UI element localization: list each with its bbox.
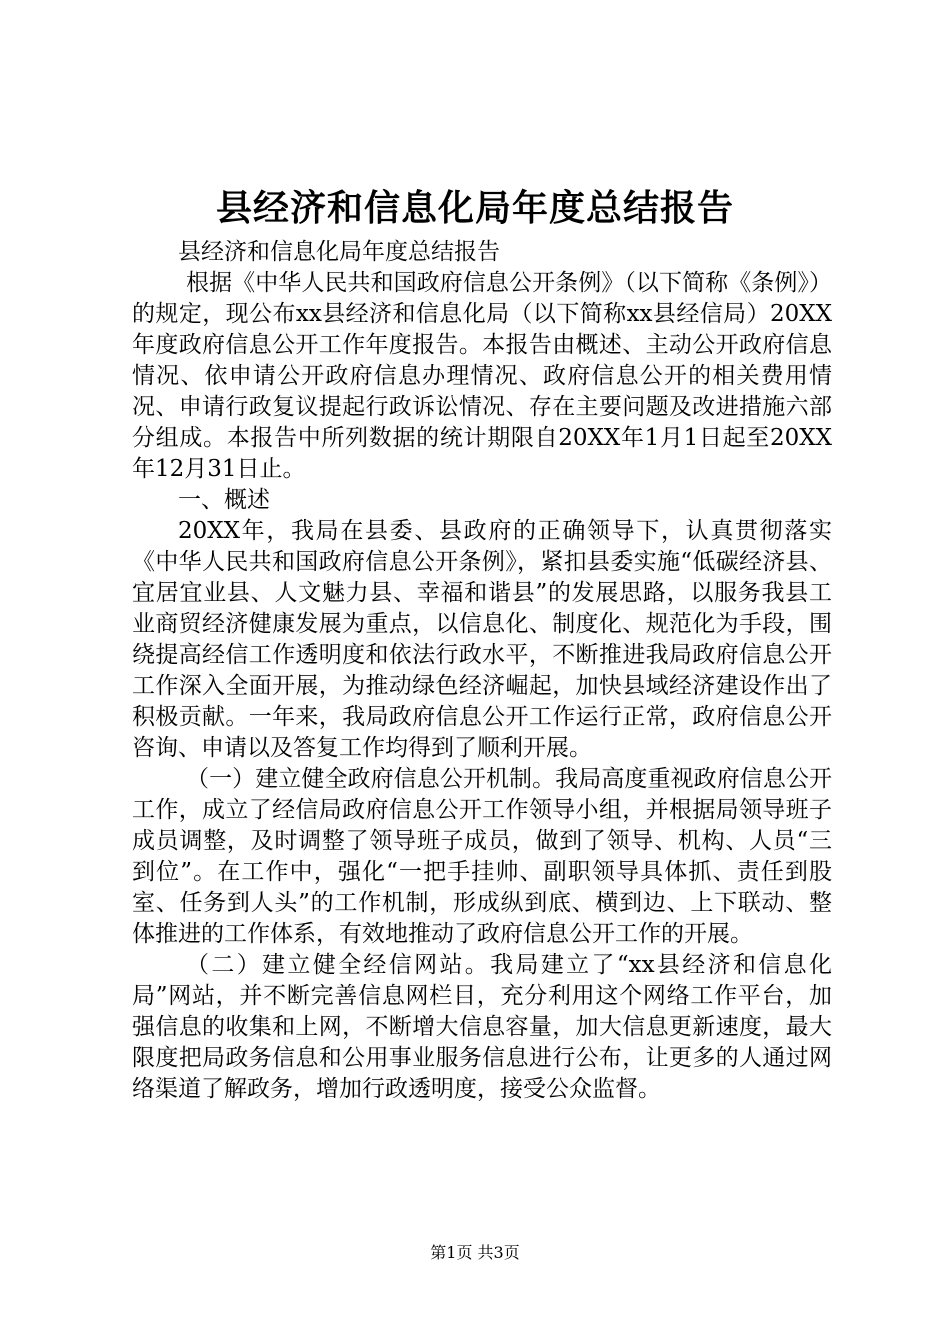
subtitle-paragraph: 县经济和信息化局年度总结报告 xyxy=(178,239,500,265)
mechanism-paragraph: （一）建立健全政府信息公开机制。我局高度重视政府信息公开工作，成立了经信局政府信息公开工作领导小组，并根据局领导班子成员调整，及时调整了领导班子成员，做到了领导、机构、人员“三到位”。在工作中，强化“一把手挂帅、副职领导具体抓、责任到股室、任务到人头”的工作机制，形成纵到底、横到边、上下联动、整体推进的工作体系，有效地推动了政府信息公开工作的开展。 xyxy=(132,766,832,947)
document-title: 县经济和信息化局年度总结报告 xyxy=(215,187,734,229)
website-paragraph: （二）建立健全经信网站。我局建立了“xx县经济和信息化局”网站，并不断完善信息网栏目，充分利用这个网络工作平台，加强信息的收集和上网，不断增大信息容量，加大信息更新速度，最大限度把局政务信息和公用事业服务信息进行公布，让更多的人通过网络渠道了解政务，增加行政透明度，接受公众监督。 xyxy=(132,952,832,1102)
section-heading-overview: 一、概述 xyxy=(178,487,270,513)
intro-paragraph: 根据《中华人民共和国政府信息公开条例》（以下简称《条例》）的规定，现公布xx县经济和信息化局（以下简称xx县经信局）20XX年度政府信息公开工作年度报告。本报告由概述、主动公开政府信息情况、依申请公开政府信息办理情况、政府信息公开的相关费用情况、申请行政复议提起行政诉讼情况、存在主要问题及改进措施六部分组成。本报告中所列数据的统计期限自20XX年1月1日起至20XX年12月31日止。 xyxy=(132,270,832,482)
document-body xyxy=(132,237,832,1105)
overview-paragraph: 20XX年，我局在县委、县政府的正确领导下，认真贯彻落实《中华人民共和国政府信息公开条例》，紧扣县委实施“低碳经济县、宜居宜业县、人文魅力县、幸福和谐县”的发展思路，以服务我县工业商贸经济健康发展为重点，以信息化、制度化、规范化为手段，围绕提高经信工作透明度和依法行政水平，不断推进我局政府信息公开工作深入全面开展，为推动绿色经济崛起，加快县域经济建设作出了积极贡献。一年来，我局政府信息公开工作运行正常，政府信息公开咨询、申请以及答复工作均得到了顺利开展。 xyxy=(132,518,832,761)
page-number-footer: 第1页 共3页 xyxy=(430,1243,520,1262)
